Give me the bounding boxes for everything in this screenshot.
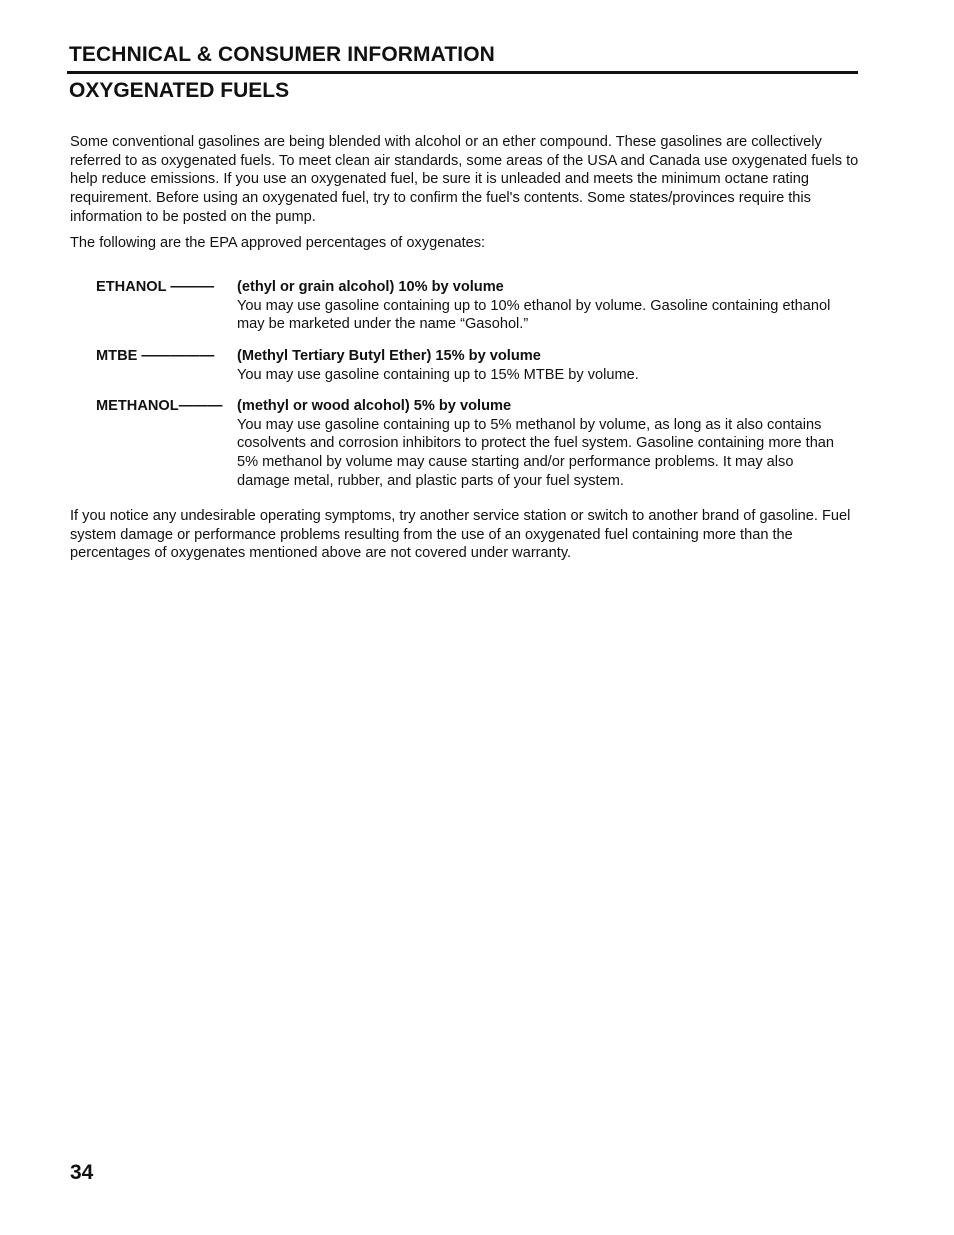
closing-paragraph: If you notice any undesirable operating symptoms, try another service station or switch to another brand of gasoline. Fuel system damage or performance problems resulting from the use of an oxygenated fuel containing more than the percentages of oxygenates mentioned above are not covered under warranty. — [70, 508, 851, 562]
oxygenate-description — [237, 278, 847, 334]
oxygenate-description — [237, 397, 847, 491]
oxygenate-description — [237, 347, 847, 384]
oxygenate-heading: (methyl or wood alcohol) 5% by volume — [237, 398, 512, 414]
page-title: OXYGENATED FUELS — [69, 79, 290, 102]
header-divider — [67, 71, 858, 74]
section-header: TECHNICAL & CONSUMER INFORMATION — [69, 43, 495, 66]
oxygenate-term: METHANOL——— — [96, 398, 223, 414]
oxygenate-body: You may use gasoline containing up to 15% MTBE by volume. — [237, 366, 639, 383]
page-number: 34 — [70, 1161, 94, 1184]
oxygenate-body: You may use gasoline containing up to 5% methanol by volume, as long as it also contains cosolvents and corrosion inhibitors to protect the fuel system. Gasoline containing more than 5% methanol by volume may cause starting and/or performance problems. It may also damage metal, rubber, and plastic parts of your fuel system. — [237, 416, 835, 489]
oxygenate-heading: (Methyl Tertiary Butyl Ether) 15% by volume — [237, 348, 541, 364]
oxygenate-body: You may use gasoline containing up to 10% ethanol by volume. Gasoline containing ethanol may be marketed under the name “Gasohol.” — [237, 297, 831, 333]
oxygenate-term: MTBE ————— — [96, 348, 215, 364]
oxygenate-heading: (ethyl or grain alcohol) 10% by volume — [237, 279, 504, 295]
oxygenate-term: ETHANOL ——— — [96, 279, 215, 295]
lead-paragraph: The following are the EPA approved percentages of oxygenates: — [70, 235, 486, 251]
intro-paragraph: Some conventional gasolines are being blended with alcohol or an ether compound. These gasolines are collectively referred to as oxygenated fuels. To meet clean air standards, some areas of the USA and Canada use oxygenated fuels to help reduce emissions. If you use an oxygenated fuel, be sure it is unleaded and meets the minimum octane rating requirement. Before using an oxygenated fuel, try to confirm the fuel's contents. Some states/provinces require this information to be posted on the pump. — [70, 134, 859, 225]
